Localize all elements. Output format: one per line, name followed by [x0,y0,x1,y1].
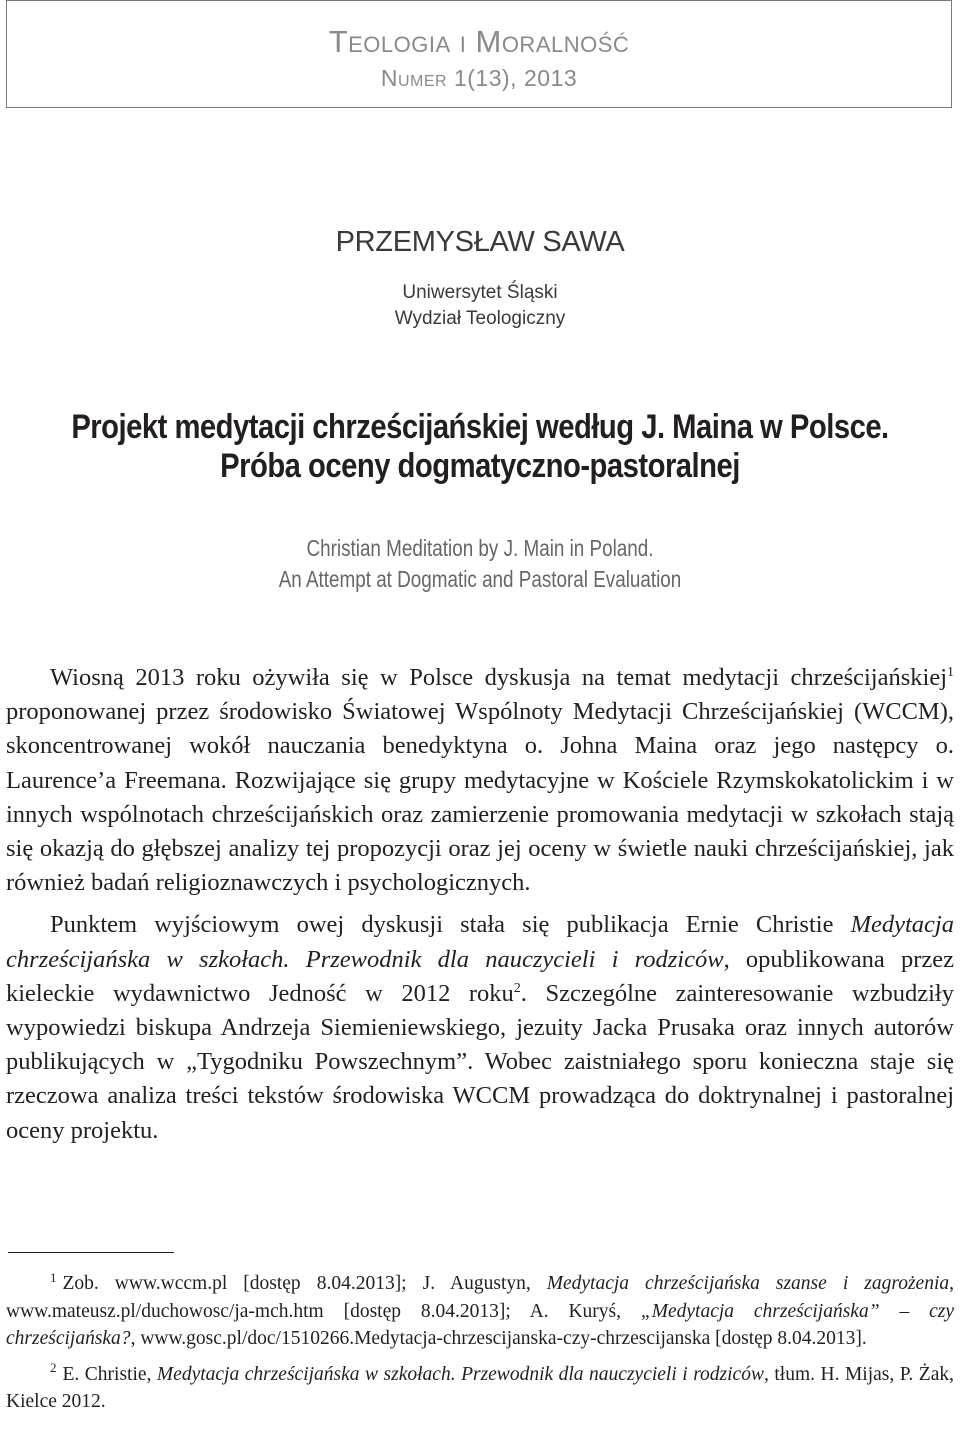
footnote-1 [6,1270,954,1353]
paragraph-1-text-a: Wiosną 2013 roku ożywiła się w Polsce dyskusja na temat medytacji chrześcijańskiej [50,664,947,691]
footnote-1-text-b: , www.mateusz.pl/duchowosc/ja-mch.htm [dostęp 8.04.2013]; A. Kuryś, [6,1273,954,1322]
article-title-line-1: Projekt medytacji chrześcijańskiej według J. Maina w Polsce. [71,408,889,446]
footnote-1-text-c: , www.gosc.pl/doc/1510266.Medytacja-chrzescijanska-czy-chrzescijanska [dostęp 8.04.2013]. [130,1328,867,1349]
footnote-divider [8,1252,174,1253]
journal-issue: Numer 1(13), 2013 [380,65,578,91]
footnote-2-text-b: , tłum. H. Mijas, P. Żak, Kielce 2012. [6,1363,954,1412]
footnote-2-italic: Medytacja chrześcijańska w szkołach. Przewodnik dla nauczycieli i rodziców [156,1363,764,1385]
journal-header [6,0,952,108]
paragraph-1-text-b: proponowanej przez środowisko Światowej Wspólnoty Medytacji Chrześcijańskiej (WCCM), skoncentrowanej wokół nauczania benedyktyna o. Johna Maina oraz jego następcy o. Laurence’a Freemana. Rozwijające się grupy medytacyjne w Kościele Rzymskokatolickim i w innych wspólnotach chrześcijańskich oraz zamierzenie promowania medytacji w szkołach stają się okazją do głębszej analizy tej propozycji oraz jej oceny w świetle nauki chrześcijańskiej, jak również badań religioznawczych i psychologicznych. [6,698,954,897]
article-body [6,661,954,1148]
footnote-1-italic-1: Medytacja chrześcijańska szanse i zagrożenia [546,1273,950,1294]
body-paragraph-1 [6,661,954,900]
journal-title: Teologia i Moralność [328,24,630,59]
body-paragraph-2 [6,908,954,1147]
footnote-2-number: 2 [50,1360,57,1375]
author-affiliation-university: Uniwersytet Śląski [402,282,558,303]
footnotes [6,1270,954,1416]
paragraph-2-text-c: . Szczególne zainteresowanie wzbudziły wypowiedzi biskupa Andrzeja Siemieniewskiego, jezuity Jacka Prusaka oraz innych autorów publikujących w „Tygodniku Powszechnym”. Wobec zaistniałego sporu konieczna staje się rzeczowa analiza treści tekstów środowiska WCCM prowadząca do doktrynalnej i pastoralnej oceny projektu. [6,979,954,1144]
footnote-2 [6,1361,954,1416]
author-affiliation-faculty: Wydział Teologiczny [394,308,566,329]
footnote-1-italic-2: „Medytacja chrześcijańska” – czy chrześcijańska? [6,1300,954,1349]
paragraph-2-text-b: , opublikowana przez kieleckie wydawnictwo Jedność w 2012 roku [6,945,954,1007]
english-title-line-1: Christian Meditation by J. Main in Poland. [306,535,654,561]
english-title-line-2: An Attempt at Dogmatic and Pastoral Evaluation [278,566,682,592]
paragraph-2-text-a: Punktem wyjściowym owej dyskusji stała się publikacja Ernie Christie [50,911,851,939]
footnote-1-text-a: Zob. www.wccm.pl [dostęp 8.04.2013]; J. Augustyn, [62,1273,547,1294]
footnote-ref-2[interactable]: 2 [513,980,521,996]
cited-book-title: Medytacja chrześcijańska w szkołach. Przewodnik dla nauczycieli i rodziców [6,911,954,973]
footnote-ref-1[interactable]: 1 [947,664,954,680]
article-title-line-2: Próba oceny dogmatyczno-pastoralnej [220,447,740,485]
footnote-1-number: 1 [50,1269,57,1285]
footnote-2-text-a: E. Christie, [62,1363,157,1385]
author-name: PRZEMYSŁAW SAWA [335,226,625,258]
